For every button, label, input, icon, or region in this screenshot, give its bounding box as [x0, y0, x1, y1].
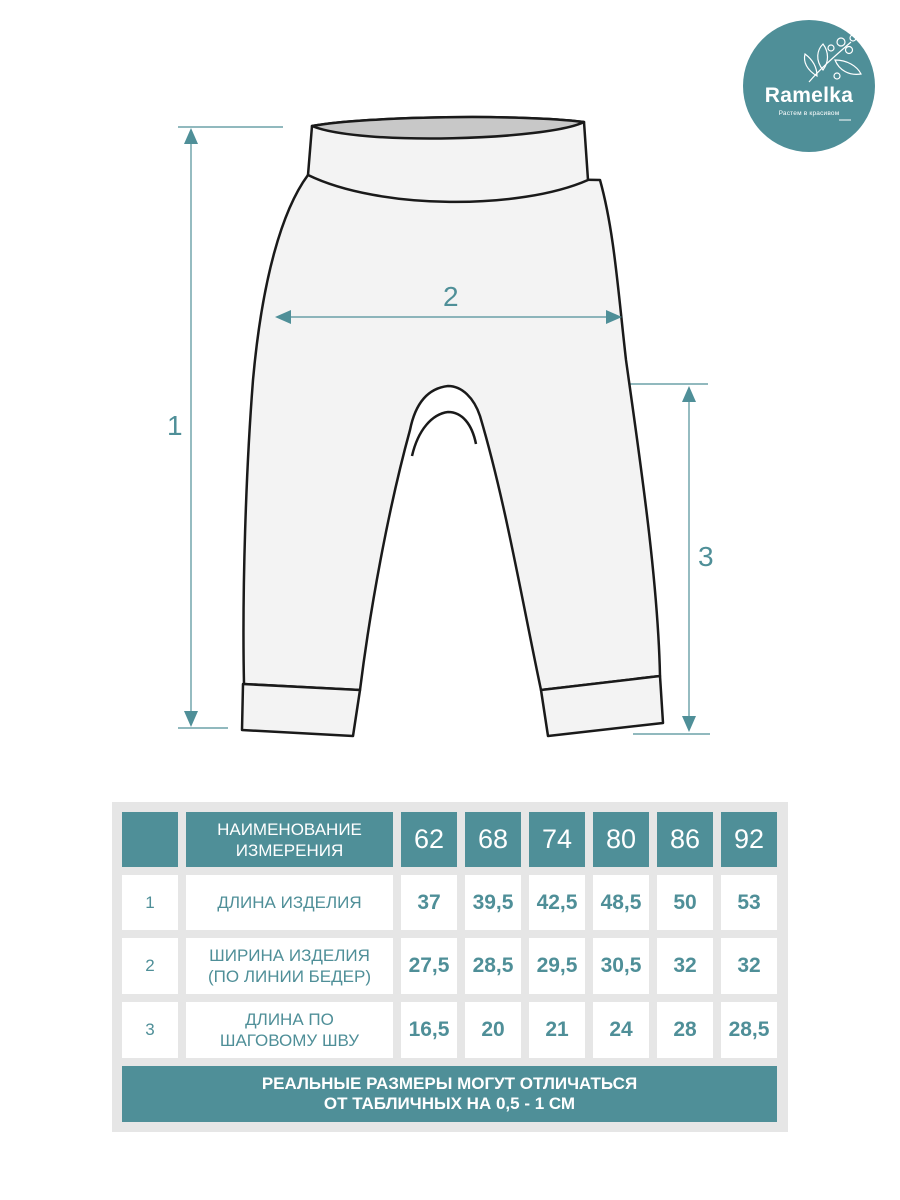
row-2-name-text: ШИРИНА ИЗДЕЛИЯ (ПО ЛИНИИ БЕДЕР) [208, 946, 371, 986]
header-name-label: НАИМЕНОВАНИЕ ИЗМЕРЕНИЯ [217, 819, 362, 860]
inseam-label: 3 [698, 541, 714, 572]
row-3-value-92: 28,5 [721, 1002, 777, 1058]
row-2-value-68: 28,5 [465, 938, 521, 994]
size-header-68: 68 [465, 812, 521, 867]
row-1-value-86: 50 [657, 875, 713, 930]
pants-outline [242, 117, 663, 736]
size-header-92: 92 [721, 812, 777, 867]
size-header-62: 62 [401, 812, 457, 867]
width-label: 2 [443, 281, 459, 312]
brand-name: Ramelka [764, 84, 854, 107]
row-2-value-86: 32 [657, 938, 713, 994]
row-3-name [186, 1002, 393, 1058]
row-2-id: 2 [122, 938, 178, 994]
size-header-74: 74 [529, 812, 585, 867]
header-name-cell [186, 812, 393, 867]
brand-tagline: Растем в красивом [778, 110, 840, 117]
row-1-id: 1 [122, 875, 178, 930]
row-3-value-80: 24 [593, 1002, 649, 1058]
row-3-value-86: 28 [657, 1002, 713, 1058]
row-1-value-80: 48,5 [593, 875, 649, 930]
length-label: 1 [167, 410, 183, 441]
size-disclaimer [122, 1066, 777, 1122]
disclaimer-line-1: РЕАЛЬНЫЕ РАЗМЕРЫ МОГУТ ОТЛИЧАТЬСЯ [261, 1074, 638, 1093]
disclaimer-line-2: ОТ ТАБЛИЧНЫХ НА 0,5 - 1 СМ [323, 1094, 576, 1113]
row-2-value-62: 27,5 [401, 938, 457, 994]
size-header-80: 80 [593, 812, 649, 867]
row-3-value-74: 21 [529, 1002, 585, 1058]
row-3-id: 3 [122, 1002, 178, 1058]
row-1-value-68: 39,5 [465, 875, 521, 930]
size-table [112, 802, 788, 1132]
row-1-value-62: 37 [401, 875, 457, 930]
row-3-value-62: 16,5 [401, 1002, 457, 1058]
row-1-name: ДЛИНА ИЗДЕЛИЯ [186, 875, 393, 930]
row-2-value-92: 32 [721, 938, 777, 994]
row-2-value-74: 29,5 [529, 938, 585, 994]
corner-cell [122, 812, 178, 867]
row-3-name-text: ДЛИНА ПО ШАГОВОМУ ШВУ [219, 1010, 360, 1050]
row-2-name [186, 938, 393, 994]
row-3-value-68: 20 [465, 1002, 521, 1058]
size-header-86: 86 [657, 812, 713, 867]
row-2-value-80: 30,5 [593, 938, 649, 994]
row-1-value-92: 53 [721, 875, 777, 930]
row-1-value-74: 42,5 [529, 875, 585, 930]
